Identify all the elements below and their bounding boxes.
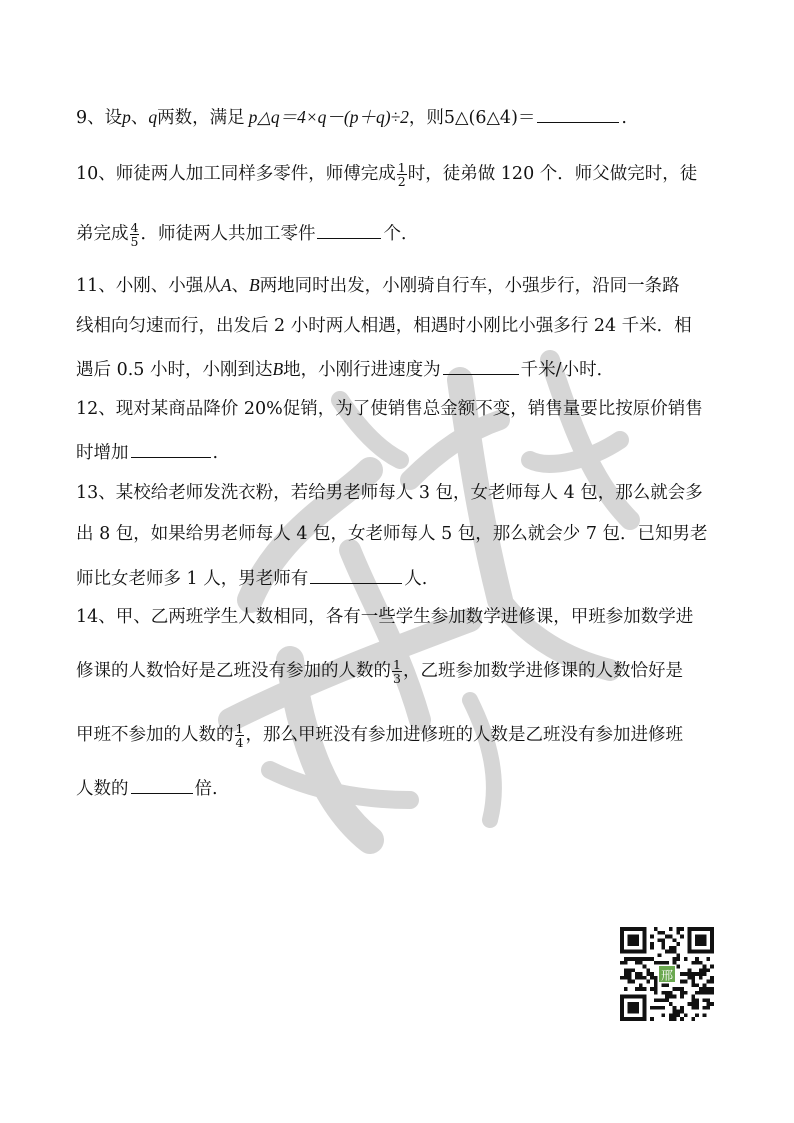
qr-module	[658, 1006, 662, 1010]
qr-module	[676, 931, 680, 935]
qr-module	[658, 938, 662, 942]
var-p: p	[122, 107, 131, 127]
problem-10-line-1	[76, 161, 697, 188]
qr-module	[691, 976, 695, 980]
problem-12-line-2	[76, 442, 218, 463]
place-a: A	[220, 275, 232, 295]
qr-module	[699, 968, 703, 972]
problem-11-text: 、	[231, 276, 249, 296]
qr-module	[710, 980, 714, 984]
qr-module	[654, 980, 658, 984]
qr-module	[699, 991, 703, 995]
problem-14-line-2	[76, 658, 683, 685]
qr-module	[673, 1017, 677, 1021]
qr-module	[658, 953, 662, 957]
qr-module	[665, 998, 669, 1002]
qr-module	[658, 961, 662, 965]
qr-module	[691, 983, 695, 987]
qr-module	[703, 998, 707, 1002]
qr-module	[706, 991, 710, 995]
answer-blank[interactable]	[537, 107, 619, 123]
qr-module	[699, 961, 703, 965]
period: .	[621, 108, 627, 128]
qr-module	[624, 972, 628, 976]
problem-14-line-3	[76, 722, 683, 749]
qr-module	[703, 983, 707, 987]
qr-module	[673, 938, 677, 942]
qr-module	[691, 998, 695, 1002]
qr-module	[631, 968, 635, 972]
qr-module	[650, 987, 654, 991]
qr-module	[680, 1017, 684, 1021]
qr-module	[703, 1013, 707, 1017]
qr-module	[699, 972, 703, 976]
qr-module	[673, 957, 677, 961]
qr-module	[706, 1006, 710, 1010]
qr-module	[628, 935, 639, 946]
qr-module	[624, 968, 628, 972]
qr-module	[676, 957, 680, 961]
qr-module	[703, 1006, 707, 1010]
qr-module	[710, 1002, 714, 1006]
qr-module	[680, 935, 684, 939]
qr-module	[706, 1002, 710, 1006]
fraction	[392, 658, 402, 685]
qr-module	[706, 980, 710, 984]
qr-module	[691, 972, 695, 976]
problem-11-text: 千米/小时．	[520, 360, 615, 380]
qr-module	[624, 961, 628, 965]
problem-9	[76, 107, 627, 128]
qr-module	[643, 987, 647, 991]
qr-module	[654, 927, 658, 931]
place-b: B	[272, 359, 284, 379]
qr-module	[654, 976, 658, 980]
qr-module	[699, 976, 703, 980]
qr-module	[639, 957, 643, 961]
answer-blank[interactable]	[317, 223, 381, 239]
qr-module	[703, 987, 707, 991]
qr-module	[628, 980, 632, 984]
qr-module	[710, 976, 714, 980]
answer-blank[interactable]	[131, 442, 211, 458]
qr-module	[669, 991, 673, 995]
qr-module	[691, 961, 695, 965]
qr-module	[676, 942, 680, 946]
qr-module	[676, 965, 680, 969]
answer-blank[interactable]	[131, 778, 193, 794]
qr-module	[661, 998, 665, 1002]
qr-module	[676, 987, 680, 991]
qr-module	[665, 983, 669, 987]
problem-13-text: 出 8 包，如果给男老师每人 4 包，女老师每人 5 包，那么就会少 7 包．已知男老	[76, 524, 708, 544]
qr-module	[643, 957, 647, 961]
qr-module	[665, 950, 669, 954]
problem-14-text: 甲班不参加的人数的	[76, 725, 234, 746]
qr-module	[710, 991, 714, 995]
qr-module	[654, 987, 658, 991]
qr-module	[703, 991, 707, 995]
fraction-numerator: 1	[235, 721, 244, 736]
qr-module	[710, 987, 714, 991]
problem-14-text: 14、甲、乙两班学生人数相同，各有一些学生参加数学进修课，甲班参加数学进	[76, 607, 694, 627]
qr-module	[703, 968, 707, 972]
fraction	[130, 221, 140, 248]
qr-module	[676, 927, 680, 931]
qr-module	[624, 976, 628, 980]
qr-module	[631, 980, 635, 984]
qr-module	[695, 935, 706, 946]
problem-11-text: 地，小刚行进速度为	[283, 360, 441, 380]
problem-13-text: 人.	[404, 569, 428, 589]
qr-module	[650, 942, 654, 946]
problem-14-text: 倍.	[194, 779, 218, 799]
qr-module	[695, 961, 699, 965]
qr-module	[706, 998, 710, 1002]
problem-14-text: ，乙班参加数学进修课的人数恰好是	[402, 661, 683, 682]
qr-module	[669, 1013, 673, 1017]
qr-module	[658, 998, 662, 1002]
problem-14-line-1	[76, 609, 693, 627]
qr-module	[654, 983, 658, 987]
qr-module	[639, 983, 643, 987]
qr-module	[695, 1013, 699, 1017]
qr-module	[646, 968, 650, 972]
qr-module	[680, 980, 684, 984]
fraction-numerator: 1	[397, 160, 406, 175]
qr-module	[643, 976, 647, 980]
qr-module	[654, 991, 658, 995]
qr-module	[680, 1010, 684, 1014]
qr-module	[691, 1006, 695, 1010]
qr-module	[628, 972, 632, 976]
qr-module	[669, 1002, 673, 1006]
problem-11-text: 线相向匀速而行，出发后 2 小时两人相遇，相遇时小刚比小强多行 24 千米．相	[76, 316, 692, 336]
qr-module	[673, 987, 677, 991]
qr-module	[680, 972, 684, 976]
qr-module	[654, 998, 658, 1002]
problem-13-line-1	[76, 485, 703, 503]
qr-module	[669, 927, 673, 931]
expression: 5△(6△4)＝	[443, 108, 536, 128]
problem-10-text: 时，徒弟做 120 个．师父做完时，徒	[407, 164, 698, 185]
qr-module	[639, 987, 643, 991]
qr-module	[620, 961, 624, 965]
problem-9-text: ，则	[408, 108, 444, 128]
qr-module	[691, 1002, 695, 1006]
qr-module	[661, 1006, 665, 1010]
qr-module	[703, 965, 707, 969]
qr-module	[646, 972, 650, 976]
qr-module	[661, 991, 665, 995]
qr-module	[628, 976, 632, 980]
problem-11-line-3	[76, 359, 614, 380]
fraction	[235, 722, 245, 749]
qr-module	[673, 995, 677, 999]
qr-module	[695, 991, 699, 995]
qr-module	[669, 995, 673, 999]
problem-10-text: 弟完成	[76, 224, 129, 245]
problem-10-line-2	[76, 221, 418, 248]
problem-10-text: 10、师徒两人加工同样多零件，师傅完成	[76, 164, 396, 185]
problem-13-line-3	[76, 568, 427, 589]
problem-14-line-4	[76, 778, 218, 799]
qr-module	[673, 946, 677, 950]
problem-10-text: ．师徒两人共加工零件	[140, 224, 316, 245]
problem-10-text: 个．	[383, 224, 419, 245]
qr-module	[695, 1002, 699, 1006]
qr-module	[650, 1006, 654, 1010]
qr-module	[628, 957, 632, 961]
qr-module	[695, 998, 699, 1002]
qr-module	[624, 957, 628, 961]
qr-module	[691, 980, 695, 984]
qr-module	[650, 1017, 654, 1021]
qr-module	[665, 935, 669, 939]
qr-module	[688, 1002, 692, 1006]
qr-module	[650, 976, 654, 980]
qr-logo-char: 邢	[660, 968, 674, 983]
qr-module	[665, 995, 669, 999]
fraction-denominator: 5	[130, 234, 139, 250]
qr-module	[688, 976, 692, 980]
answer-blank[interactable]	[443, 359, 519, 375]
qr-module	[669, 1017, 673, 1021]
qr-module	[661, 938, 665, 942]
qr-module	[650, 957, 654, 961]
var-q: q	[148, 107, 158, 127]
qr-module	[680, 1006, 684, 1010]
problem-12-line-1	[76, 401, 703, 419]
qr-module	[691, 1017, 695, 1021]
qr-module	[688, 968, 692, 972]
qr-module	[635, 957, 639, 961]
qr-code[interactable]	[620, 927, 714, 1021]
qr-module	[684, 1013, 688, 1017]
qr-module	[673, 950, 677, 954]
qr-module	[661, 983, 665, 987]
fraction-denominator: 2	[397, 174, 406, 190]
fraction-denominator: 4	[235, 735, 244, 751]
qr-module	[654, 1006, 658, 1010]
qr-module	[650, 946, 654, 950]
fraction	[397, 161, 407, 188]
problem-14-text: 修课的人数恰好是乙班没有参加的人数的	[76, 661, 391, 682]
qr-module	[680, 995, 684, 999]
qr-module	[684, 957, 688, 961]
qr-module	[646, 957, 650, 961]
qr-module	[635, 976, 639, 980]
qr-module	[669, 950, 673, 954]
qr-module	[695, 957, 699, 961]
qr-module	[695, 983, 699, 987]
qr-module	[661, 1013, 665, 1017]
qr-module	[639, 961, 643, 965]
problem-11-text: 遇后 0.5 小时，小刚到达	[76, 360, 273, 380]
operation-definition: p△q＝4×q－(p＋q)÷2	[248, 107, 409, 127]
place-b: B	[248, 275, 260, 295]
problem-12-text: 12、现对某商品降价 20%促销，为了使销售总金额不变，销售量要比按原价销售	[76, 399, 703, 419]
fraction-denominator: 3	[393, 671, 401, 687]
qr-module	[688, 972, 692, 976]
qr-module	[631, 957, 635, 961]
qr-module	[691, 995, 695, 999]
qr-module	[624, 987, 628, 991]
qr-module	[680, 991, 684, 995]
problem-13-text: 师比女老师多 1 人，男老师有	[76, 569, 309, 589]
qr-module	[661, 961, 665, 965]
qr-module	[695, 1006, 699, 1010]
qr-module	[639, 972, 643, 976]
qr-module	[635, 961, 639, 965]
qr-module	[706, 968, 710, 972]
qr-module	[684, 972, 688, 976]
problem-9-text: 、	[130, 108, 149, 128]
qr-module	[676, 953, 680, 957]
qr-module	[699, 987, 703, 991]
qr-module	[646, 980, 650, 984]
qr-module	[695, 972, 699, 976]
qr-module	[639, 976, 643, 980]
answer-blank[interactable]	[310, 568, 402, 584]
fraction-numerator: 1	[393, 657, 401, 672]
period: .	[212, 443, 219, 463]
fraction-numerator: 4	[130, 220, 139, 235]
qr-module	[673, 1013, 677, 1017]
qr-module	[673, 1010, 677, 1014]
qr-module	[676, 1013, 680, 1017]
qr-module	[706, 957, 710, 961]
qr-module	[661, 946, 665, 950]
qr-module	[635, 972, 639, 976]
problem-11-text: 两地同时出发，小刚骑自行车，小强步行，沿同一条路	[259, 276, 680, 296]
qr-module	[665, 961, 669, 965]
qr-module	[673, 961, 677, 965]
qr-module	[650, 935, 654, 939]
qr-module	[676, 1010, 680, 1014]
qr-module	[669, 946, 673, 950]
qr-module	[628, 1002, 639, 1013]
problem-14-text: ，那么甲班没有参加进修班的人数是乙班没有参加进修班	[245, 725, 683, 746]
qr-module	[684, 980, 688, 984]
qr-module	[661, 931, 665, 935]
qr-module	[628, 968, 632, 972]
qr-module	[706, 987, 710, 991]
problem-9-text: 两数，满足	[157, 108, 245, 128]
qr-module	[643, 965, 647, 969]
qr-module	[620, 976, 624, 980]
problem-11-line-1	[76, 277, 680, 296]
problem-13-text: 13、某校给老师发洗衣粉，若给男老师每人 3 包，女老师每人 4 包，那么就会多	[76, 483, 703, 503]
qr-module	[669, 935, 673, 939]
qr-module	[635, 987, 639, 991]
problem-11-line-2	[76, 318, 692, 336]
qr-module	[710, 965, 714, 969]
qr-module	[665, 991, 669, 995]
qr-module	[673, 1006, 677, 1010]
qr-module	[661, 942, 665, 946]
qr-module	[703, 972, 707, 976]
qr-module	[680, 927, 684, 931]
qr-module	[680, 987, 684, 991]
qr-module	[654, 961, 658, 965]
problem-9-text: 9、设	[76, 108, 123, 128]
qr-module	[650, 972, 654, 976]
problem-11-text: 11、小刚、小强从	[76, 276, 221, 296]
problem-14-text: 人数的	[76, 779, 129, 799]
problem-13-line-2	[76, 526, 708, 544]
qr-module	[658, 931, 662, 935]
qr-module	[684, 991, 688, 995]
problem-12-text: 时增加	[76, 443, 129, 463]
